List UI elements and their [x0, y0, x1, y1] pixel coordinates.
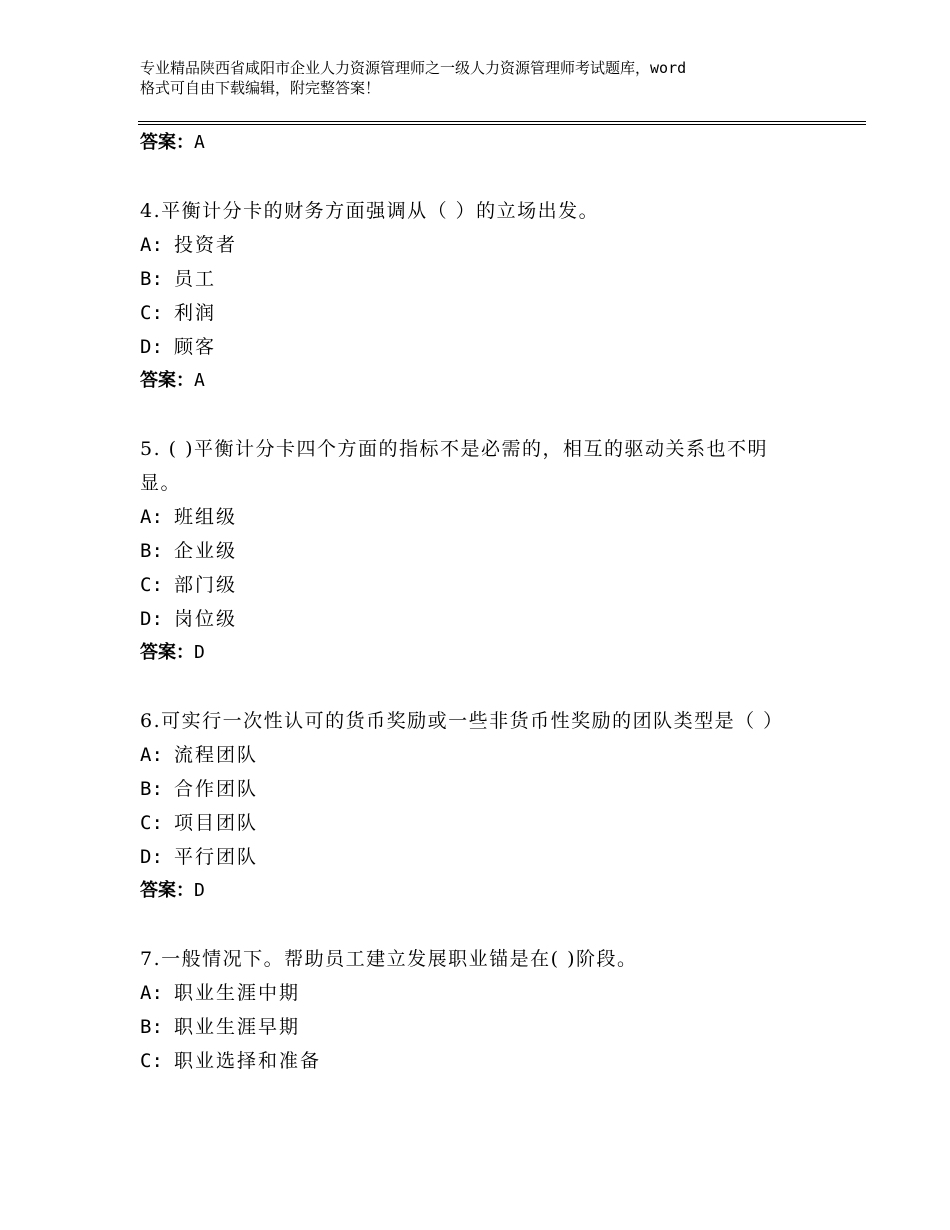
option-key: D:: [140, 846, 163, 868]
option-key: B:: [140, 1016, 163, 1038]
header-line-2: 格式可自由下载编辑，附完整答案！: [140, 79, 381, 97]
document-header: [140, 58, 830, 98]
answer-line: [140, 364, 840, 398]
answer-value: D: [194, 880, 205, 901]
question-spacer: [140, 398, 840, 432]
answer-option: [140, 568, 840, 602]
answer-line: [140, 636, 840, 670]
answer-option: [140, 500, 840, 534]
question-spacer: [140, 908, 840, 942]
option-text: 合作团队: [174, 778, 259, 800]
answer-option: [140, 976, 840, 1010]
option-text: 利润: [174, 302, 217, 324]
question-spacer: [140, 670, 840, 704]
option-key: A:: [140, 506, 163, 528]
option-key: A:: [140, 234, 163, 256]
option-text: 项目团队: [174, 812, 259, 834]
question-block: [140, 194, 840, 398]
answer-option: [140, 1010, 840, 1044]
answer-line: [140, 874, 840, 908]
answer-option: [140, 840, 840, 874]
option-text: 职业生涯中期: [174, 982, 301, 1004]
option-text: 投资者: [174, 234, 238, 256]
answer-value: A: [194, 132, 205, 153]
answer-option: [140, 534, 840, 568]
question-block: [140, 704, 840, 908]
answer-label: 答案：: [140, 132, 194, 153]
question-stem: 5. ( )平衡计分卡四个方面的指标不是必需的，相互的驱动关系也不明显。: [140, 438, 769, 494]
option-text: 顾客: [174, 336, 217, 358]
question-stem: 4.平衡计分卡的财务方面强调从（ ）的立场出发。: [140, 200, 600, 222]
option-key: D:: [140, 336, 163, 358]
answer-option: [140, 228, 840, 262]
option-text: 平行团队: [174, 846, 259, 868]
option-text: 职业选择和准备: [174, 1050, 322, 1072]
answer-label: 答案：: [140, 642, 194, 663]
option-key: B:: [140, 540, 163, 562]
option-text: 岗位级: [174, 608, 238, 630]
option-key: D:: [140, 608, 163, 630]
option-text: 班组级: [174, 506, 238, 528]
option-key: B:: [140, 268, 163, 290]
option-key: A:: [140, 744, 163, 766]
option-key: C:: [140, 812, 163, 834]
question-block: [140, 432, 840, 670]
question-block: [140, 942, 840, 1078]
option-text: 流程团队: [174, 744, 259, 766]
answer-option: [140, 602, 840, 636]
option-key: C:: [140, 1050, 163, 1072]
answer-value: D: [194, 642, 205, 663]
option-key: C:: [140, 574, 163, 596]
option-text: 职业生涯早期: [174, 1016, 301, 1038]
answer-option: [140, 262, 840, 296]
question-list: [140, 124, 840, 1078]
answer-line-previous: [140, 126, 840, 160]
question-stem: 6.可实行一次性认可的货币奖励或一些非货币性奖励的团队类型是（ ）: [140, 710, 784, 732]
answer-option: [140, 296, 840, 330]
option-text: 企业级: [174, 540, 238, 562]
question-stem: 7.一般情况下。帮助员工建立发展职业锚是在( )阶段。: [140, 948, 638, 970]
option-text: 部门级: [174, 574, 238, 596]
answer-label: 答案：: [140, 370, 194, 391]
answer-option: [140, 806, 840, 840]
option-key: C:: [140, 302, 163, 324]
option-key: B:: [140, 778, 163, 800]
questions-container: [140, 160, 840, 1078]
answer-option: [140, 772, 840, 806]
answer-label: 答案：: [140, 880, 194, 901]
header-rule-thin: [138, 121, 866, 122]
option-key: A:: [140, 982, 163, 1004]
answer-option: [140, 1044, 840, 1078]
answer-value: A: [194, 370, 205, 391]
answer-option: [140, 330, 840, 364]
option-text: 员工: [174, 268, 217, 290]
header-line-1: 专业精品陕西省咸阳市企业人力资源管理师之一级人力资源管理师考试题库，word: [140, 59, 687, 77]
question-spacer: [140, 160, 840, 194]
answer-option: [140, 738, 840, 772]
